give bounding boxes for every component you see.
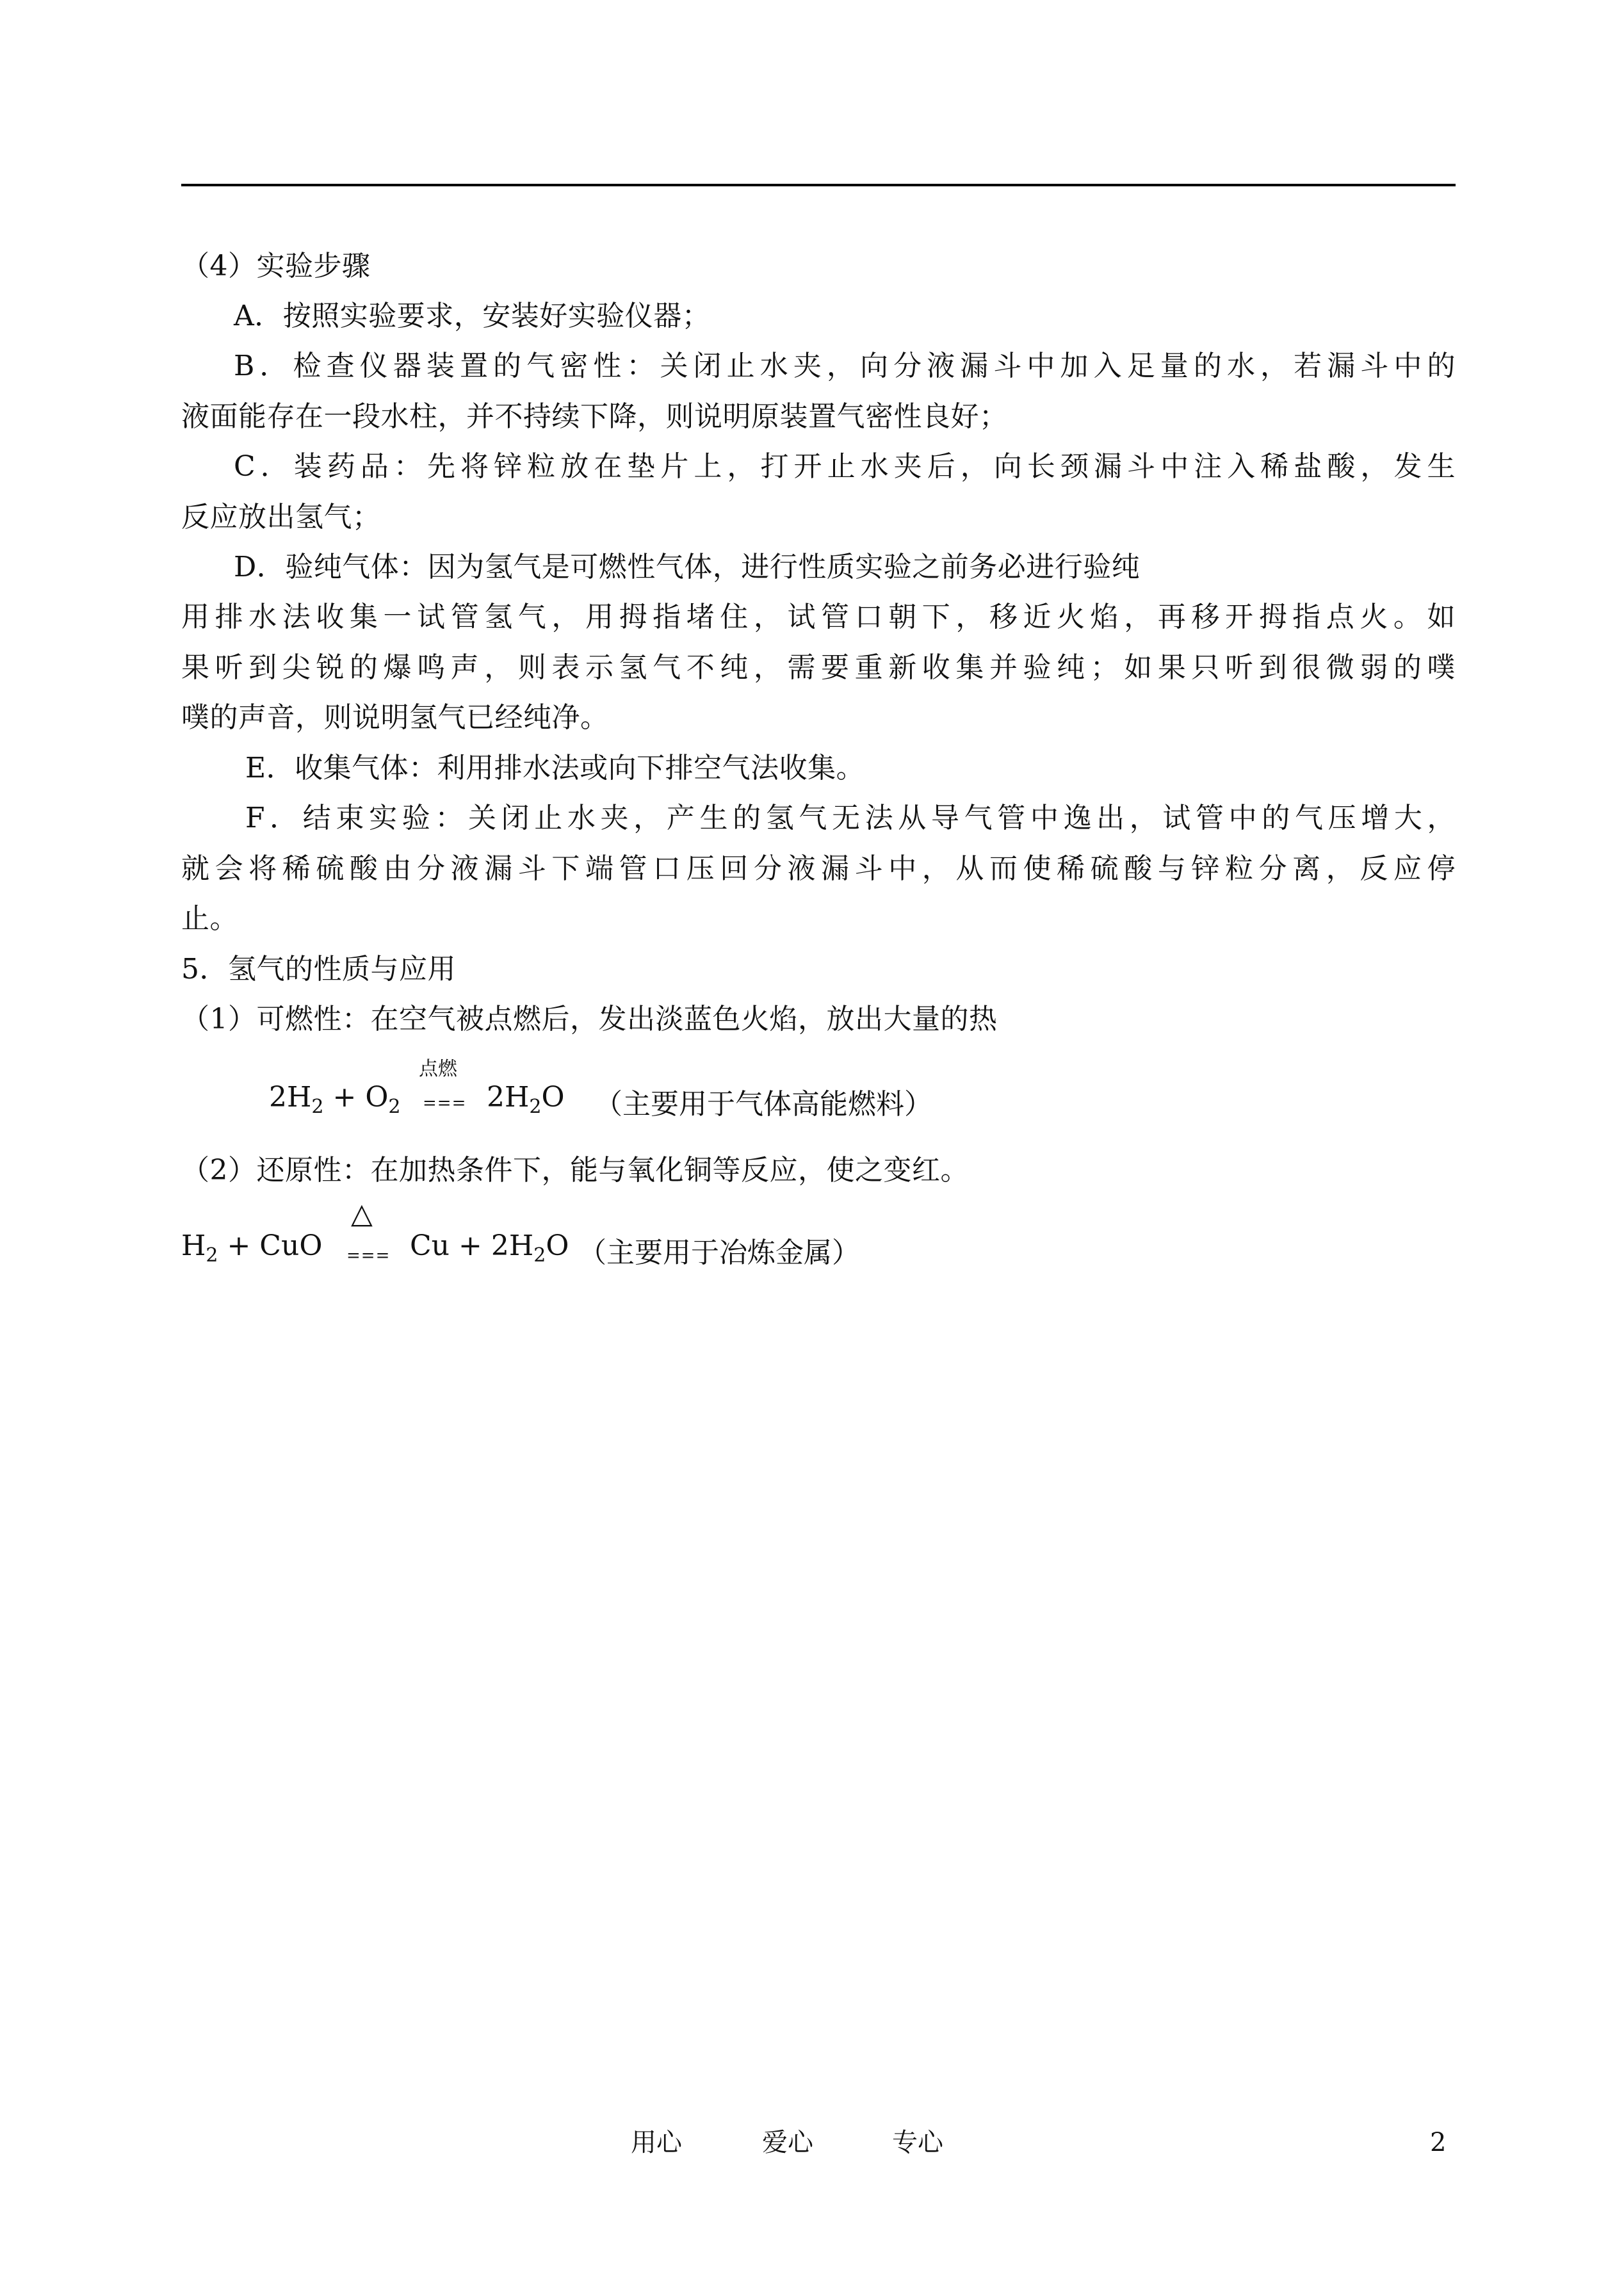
paragraph-line: 噗的声音，则说明氢气已经纯净。 (181, 701, 609, 734)
product: $Cu + 2H_2O$ (410, 1229, 569, 1267)
section-heading-steps: （4）实验步骤 (181, 250, 371, 282)
equation-note: （主要用于冶炼金属） (578, 1237, 860, 1269)
paragraph-line: 果听到尖锐的爆鸣声，则表示氢气不纯，需要重新收集并验纯；如果只听到很微弱的噗 (181, 651, 1456, 684)
footer-motto-3: 专心 (892, 2128, 943, 2157)
section-heading-properties: 5．氢气的性质与应用 (181, 953, 456, 985)
reactant: $2H_2 + O_2$ (269, 1081, 401, 1118)
reaction-condition: 点燃 (419, 1058, 457, 1080)
paragraph-line: （2）还原性：在加热条件下，能与氧化铜等反应，使之变红。 (181, 1154, 969, 1187)
paragraph-line: A．按照实验要求，安装好实验仪器； (234, 300, 711, 332)
paragraph-line: 液面能存在一段水柱，并不持续下降，则说明原装置气密性良好； (181, 400, 1008, 433)
paragraph-line: B．检查仪器装置的气密性：关闭止水夹，向分液漏斗中加入足量的水，若漏斗中的 (234, 350, 1456, 382)
header-rule (181, 184, 1456, 186)
equation-reduction (181, 1197, 1014, 1274)
reaction-arrow: === (346, 1246, 391, 1265)
paragraph-line: 止。 (181, 902, 238, 935)
paragraph-line: 用排水法收集一试管氢气，用拇指堵住，试管口朝下，移近火焰，再移开拇指点火。如 (181, 601, 1456, 633)
footer-motto-2: 爱心 (762, 2128, 813, 2157)
heat-symbol: △ (351, 1197, 373, 1230)
paragraph-line: C．装药品：先将锌粒放在垫片上，打开止水夹后，向长颈漏斗中注入稀盐酸，发生 (234, 450, 1456, 483)
equation-combustion (269, 1045, 1037, 1122)
paragraph-line: 反应放出氢气； (181, 501, 381, 533)
equation-note: （主要用于气体高能燃料） (594, 1088, 932, 1121)
paragraph-line: E．收集气体：利用排水法或向下排空气法收集。 (245, 752, 865, 784)
product: $2H_2O$ (487, 1081, 565, 1118)
paragraph-line: （1）可燃性：在空气被点燃后，发出淡蓝色火焰，放出大量的热 (181, 1003, 998, 1035)
paragraph-line: D．验纯气体：因为氢气是可燃性气体，进行性质实验之前务必进行验纯 (234, 551, 1141, 583)
paragraph-line: 就会将稀硫酸由分液漏斗下端管口压回分液漏斗中，从而使稀硫酸与锌粒分离，反应停 (181, 852, 1456, 885)
paragraph-line: F．结束实验：关闭止水夹，产生的氢气无法从导气管中逸出，试管中的气压增大， (245, 802, 1456, 834)
reactant: $H_2$ + CuO (181, 1229, 323, 1267)
footer-motto-1: 用心 (631, 2128, 682, 2157)
page-number: 2 (1430, 2128, 1447, 2157)
reaction-arrow: === (423, 1094, 467, 1113)
